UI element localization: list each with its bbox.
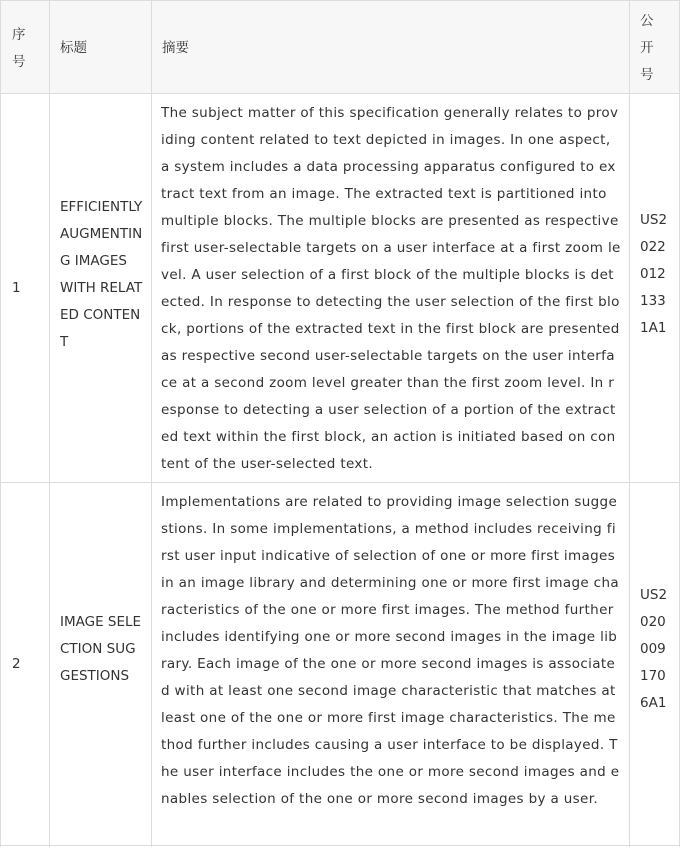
table-row	[0, 94, 680, 482]
row-abstract: Implementations are related to providing image selection suggestions. In some implementations, a method includes receiving first user input indicative of selection of one or more first images in an image library and determining one or more first image characteristics of the one or more first images. The method further includes identifying one or more second images in the image library. Each image of the one or more second images is associated with at least one second image characteristic that matches at least one of the one or more first image characteristics. The method further includes causing a user interface to be displayed. The user interface includes the one or more second images and enables selection of the one or more second images by a user.	[161, 494, 620, 807]
row-title: IMAGE SELECTION SUGGESTIONS	[60, 614, 142, 684]
row-pubno: US20220121331A1	[640, 212, 668, 336]
row-pubno: US20200091706A1	[640, 587, 668, 711]
table-border-top	[0, 0, 680, 1]
header-title: 标题	[60, 40, 87, 56]
row-abstract: The subject matter of this specification generally relates to providing content related to text depicted in images. In one aspect, a system includes a data processing apparatus configured to extract text from an image. The extracted text is partitioned into multiple blocks. The multiple blocks are presented as respective first user-selectable targets on a user interface at a first zoom level. A user selection of a first block of the multiple blocks is detected. In response to detecting the user selection of the first block, portions of the extracted text in the first block are presented as respective second user-selectable targets on the user interface at a second zoom level greater than the first zoom level. In response to detecting a user selection of a portion of the extracted text within the first block, an action is initiated based on content of the user-selected text.	[161, 105, 621, 472]
header-pubno: 公开号	[640, 13, 654, 83]
table-border-bottom	[0, 845, 680, 846]
header-background	[1, 1, 679, 93]
row-index: 2	[12, 655, 21, 672]
header-abstract: 摘要	[162, 40, 189, 56]
table-row	[0, 483, 680, 845]
row-index: 1	[12, 279, 21, 296]
row-title: EFFICIENTLY AUGMENTING IMAGES WITH RELATED CONTENT	[60, 199, 143, 350]
header-index: 序号	[12, 27, 26, 70]
